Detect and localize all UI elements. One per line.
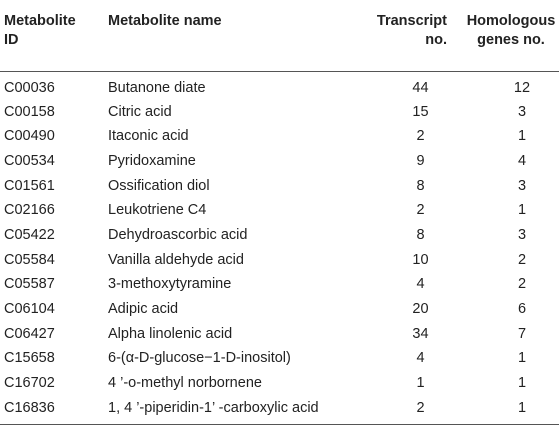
metabolite-name-cell: Vanilla aldehyde acid <box>108 251 244 268</box>
metabolite-id-cell: C05587 <box>4 276 55 293</box>
metabolite-name-cell: Butanone diate <box>108 79 206 96</box>
metabolite-id-cell: C00534 <box>4 152 55 169</box>
transcript-no-cell: 44 <box>412 79 429 96</box>
homologous-genes-no-cell: 3 <box>517 103 527 120</box>
metabolite-name-cell: Itaconic acid <box>108 128 189 145</box>
metabolite-id-cell: C01561 <box>4 177 55 194</box>
metabolite-name-cell: Alpha linolenic acid <box>108 325 233 342</box>
metabolite-id-cell: C05584 <box>4 251 55 268</box>
transcript-no-cell: 8 <box>416 177 425 194</box>
table-row <box>0 249 559 274</box>
table-row <box>0 273 559 298</box>
homologous-genes-no-cell: 7 <box>517 325 527 342</box>
table-row <box>0 224 559 249</box>
table-row <box>0 323 559 348</box>
homologous-genes-no-cell: 6 <box>517 301 527 317</box>
transcript-no-cell: 8 <box>416 226 425 243</box>
homologous-genes-no-cell: 2 <box>517 276 527 293</box>
metabolite-id-cell: C00158 <box>4 103 55 120</box>
homologous-genes-no-cell: 1 <box>453 397 559 425</box>
table-row <box>0 298 559 323</box>
header-homologous-line2: genes no. <box>477 32 545 48</box>
table-row <box>0 101 559 126</box>
metabolite-name-cell: 6-(α-D-glucose−1-D-inositol) <box>108 350 291 367</box>
metabolite-id-cell: C06427 <box>4 325 55 342</box>
metabolite-id-cell: C16702 <box>4 375 55 392</box>
metabolite-name-cell: Leukotriene C4 <box>108 202 207 219</box>
metabolite-id-cell: C02166 <box>4 202 55 219</box>
metabolite-name-cell: Adipic acid <box>108 301 179 317</box>
metabolite-name-cell: Pyridoxamine <box>108 152 196 169</box>
header-homologous-line1: Homologous <box>466 13 556 29</box>
header-row <box>0 0 559 71</box>
transcript-no-cell: 2 <box>416 128 425 145</box>
transcript-no-cell: 10 <box>412 251 429 268</box>
header-transcript-line2: no. <box>425 32 447 48</box>
table-header <box>0 0 559 71</box>
header-transcript-no <box>370 0 453 71</box>
transcript-no-cell: 4 <box>416 276 425 293</box>
transcript-no-cell: 15 <box>412 103 429 120</box>
transcript-no-cell: 2 <box>370 397 453 425</box>
transcript-no-cell: 9 <box>416 152 425 169</box>
metabolite-name-cell: 3-methoxytyramine <box>108 276 232 293</box>
homologous-genes-no-cell: 3 <box>517 177 527 194</box>
homologous-genes-no-cell: 3 <box>517 226 527 243</box>
homologous-genes-no-cell: 12 <box>513 79 531 96</box>
table-row <box>0 347 559 372</box>
homologous-genes-no-cell: 1 <box>517 128 527 145</box>
table-row <box>0 71 559 101</box>
metabolite-id-cell: C00036 <box>4 79 55 96</box>
table-row <box>0 199 559 224</box>
metabolite-name-cell: Ossification diol <box>108 177 210 194</box>
table-body <box>0 71 559 424</box>
header-metabolite-id-line2: ID <box>4 32 19 48</box>
table-row <box>0 150 559 175</box>
table-row <box>0 397 559 425</box>
metabolite-name-cell: Citric acid <box>108 103 172 120</box>
metabolite-id-cell: C16836 <box>0 397 108 425</box>
header-metabolite-id <box>0 0 108 71</box>
metabolite-name-cell: 1, 4 ’-piperidin-1’ -carboxylic acid <box>108 397 370 425</box>
metabolite-name-cell: 4 ’-o-methyl norbornene <box>108 375 262 392</box>
table-row <box>0 125 559 150</box>
transcript-no-cell: 2 <box>416 202 425 219</box>
transcript-no-cell: 4 <box>416 350 425 367</box>
header-metabolite-name: Metabolite name <box>108 0 370 71</box>
homologous-genes-no-cell: 1 <box>517 375 527 392</box>
transcript-no-cell: 34 <box>412 325 429 342</box>
transcript-no-cell: 1 <box>416 375 425 392</box>
header-metabolite-id-line1: Metabolite <box>4 13 76 29</box>
header-homologous-genes-no <box>453 0 559 71</box>
metabolite-name-cell: Dehydroascorbic acid <box>108 226 248 243</box>
metabolite-id-cell: C05422 <box>4 226 55 243</box>
homologous-genes-no-cell: 1 <box>517 202 527 219</box>
table-row <box>0 175 559 200</box>
homologous-genes-no-cell: 1 <box>517 350 527 367</box>
table-row <box>0 372 559 397</box>
homologous-genes-no-cell: 2 <box>517 251 527 268</box>
header-transcript-line1: Transcript <box>376 13 447 29</box>
homologous-genes-no-cell: 4 <box>517 152 527 169</box>
transcript-no-cell: 20 <box>412 301 429 317</box>
metabolite-id-cell: C06104 <box>4 301 55 317</box>
metabolite-id-cell: C15658 <box>4 350 55 367</box>
metabolite-id-cell: C00490 <box>4 128 55 145</box>
